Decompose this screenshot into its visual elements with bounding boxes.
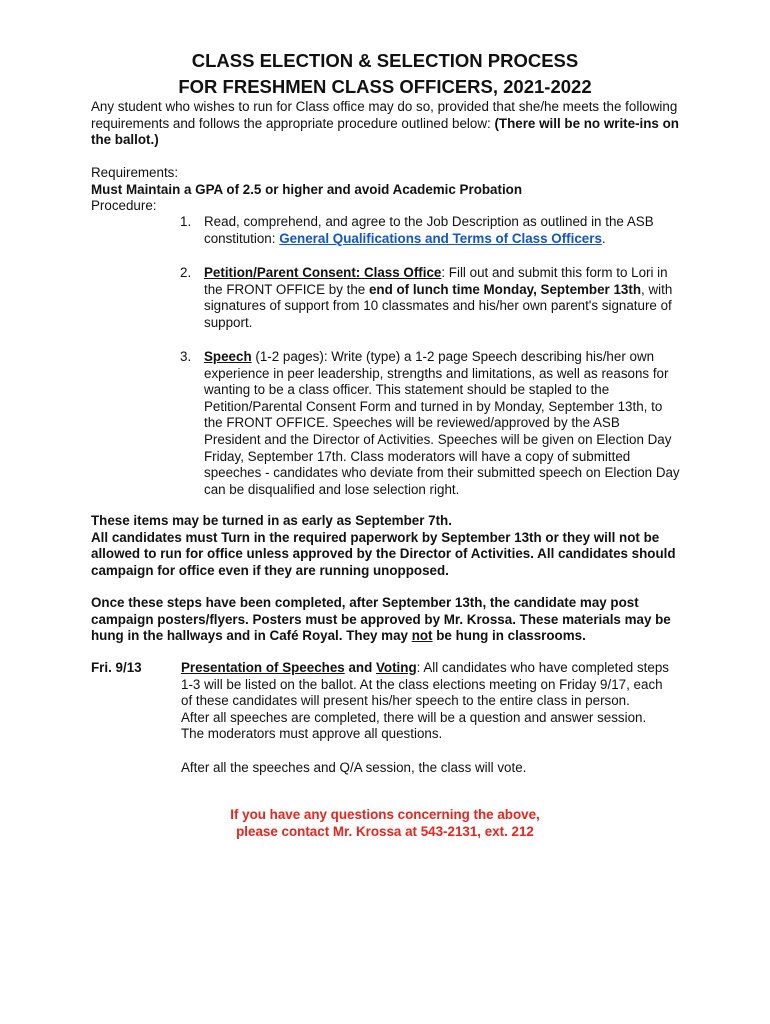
contact-line-2: please contact Mr. Krossa at 543-2131, ext. 212 — [236, 823, 534, 839]
title-line-2: FOR FRESHMEN CLASS OFFICERS, 2021-2022 — [178, 76, 592, 97]
posters-text-b: be hung in classrooms. — [432, 628, 586, 644]
requirements-section — [91, 165, 691, 215]
step-deadline: end of lunch time Monday, September 13th — [368, 281, 642, 297]
procedure-label: Procedure: — [91, 198, 157, 214]
qualifications-link[interactable]: General Qualifications and Terms of Class Officers — [279, 230, 602, 246]
schedule-date: Fri. 9/13 — [91, 660, 142, 675]
contact-line-1: If you have any questions concerning the above, — [230, 807, 540, 822]
schedule-paragraph-1 — [181, 660, 671, 710]
schedule-paragraph-3: After all the speeches and Q/A session, the class will vote. — [181, 759, 527, 775]
gpa-requirement: Must Maintain a GPA of 2.5 or higher and avoid Academic Probation — [91, 181, 523, 197]
procedure-step-2 — [180, 265, 680, 331]
intro-paragraph — [91, 99, 691, 149]
document-title — [0, 48, 770, 100]
step-text-b: , with signatures of support from 10 classmates and his/her own parent's signature of support. — [204, 281, 673, 330]
contact-note — [0, 807, 770, 840]
notice-line-1: These items may be turned in as early as September 7th. — [91, 513, 452, 528]
schedule-body — [181, 660, 671, 776]
step-text: Read, comprehend, and agree to the Job Description as outlined in the ASB constitution: — [204, 214, 654, 246]
step-number: 1. — [180, 214, 192, 229]
requirements-label: Requirements: — [91, 165, 179, 180]
posters-not: not — [411, 628, 433, 644]
schedule-paragraph-2: After all speeches are completed, there will be a question and answer session. The moderators must approve all questions. — [181, 709, 647, 742]
step-text-a: : Fill out and submit this form to Lori in the FRONT OFFICE by the — [204, 265, 668, 297]
procedure-step-3 — [180, 349, 680, 498]
schedule-text-1: : All candidates who have completed steps 1-3 will be listed on the ballot. At the class elections meeting on Friday 9/17, each of these candidates will present his/her speech to the entire class in person. — [181, 660, 669, 709]
posters-notice — [91, 595, 691, 645]
voting-title: Voting — [375, 660, 417, 675]
and-text: and — [344, 660, 376, 675]
step-text: (1-2 pages): Write (type) a 1-2 page Speech describing his/her own experience in peer leadership, strengths and limitations, as well as reasons for wanting to be a class officer. This statement should be stapled to the Petition/Parental Consent Form and turned in by Monday, September 13th, to the FRONT OFFICE. Speeches will be reviewed/approved by the ASB President and the Director of Activities. Speeches will be given on Election Day Friday, September 17th. Class moderators will have a copy of submitted speeches - candidates who deviate from their submitted speech on Election Day can be disqualified and lose selection right. — [204, 349, 680, 497]
step-title: Speech — [204, 349, 252, 364]
step-number: 2. — [180, 265, 192, 280]
notice-line-2: All candidates must Turn in the required paperwork by September 13th or they will not be allowed to run for office unless approved by the Director of Activities. All candidates should campaign for office even if they are running unopposed. — [91, 529, 676, 578]
posters-text-a: Once these steps have been completed, after September 13th, the candidate may post campaign posters/flyers. Posters must be approved by Mr. Krossa. These materials may be hung in the hallways and in Café Royal. They may — [91, 595, 671, 644]
procedure-step-1 — [180, 214, 680, 247]
speeches-title: Presentation of Speeches — [181, 660, 345, 675]
step-number: 3. — [180, 349, 192, 364]
title-line-1: CLASS ELECTION & SELECTION PROCESS — [191, 50, 579, 71]
step-title: Petition/Parent Consent: Class Office — [204, 265, 442, 280]
step-end: . — [601, 230, 606, 246]
deadline-notice — [91, 513, 691, 579]
intro-bold-note: (There will be no write-ins on the ballot.) — [91, 115, 679, 148]
intro-text: Any student who wishes to run for Class office may do so, provided that she/he meets the following requirements and follows the appropriate procedure outlined below: — [91, 99, 678, 131]
